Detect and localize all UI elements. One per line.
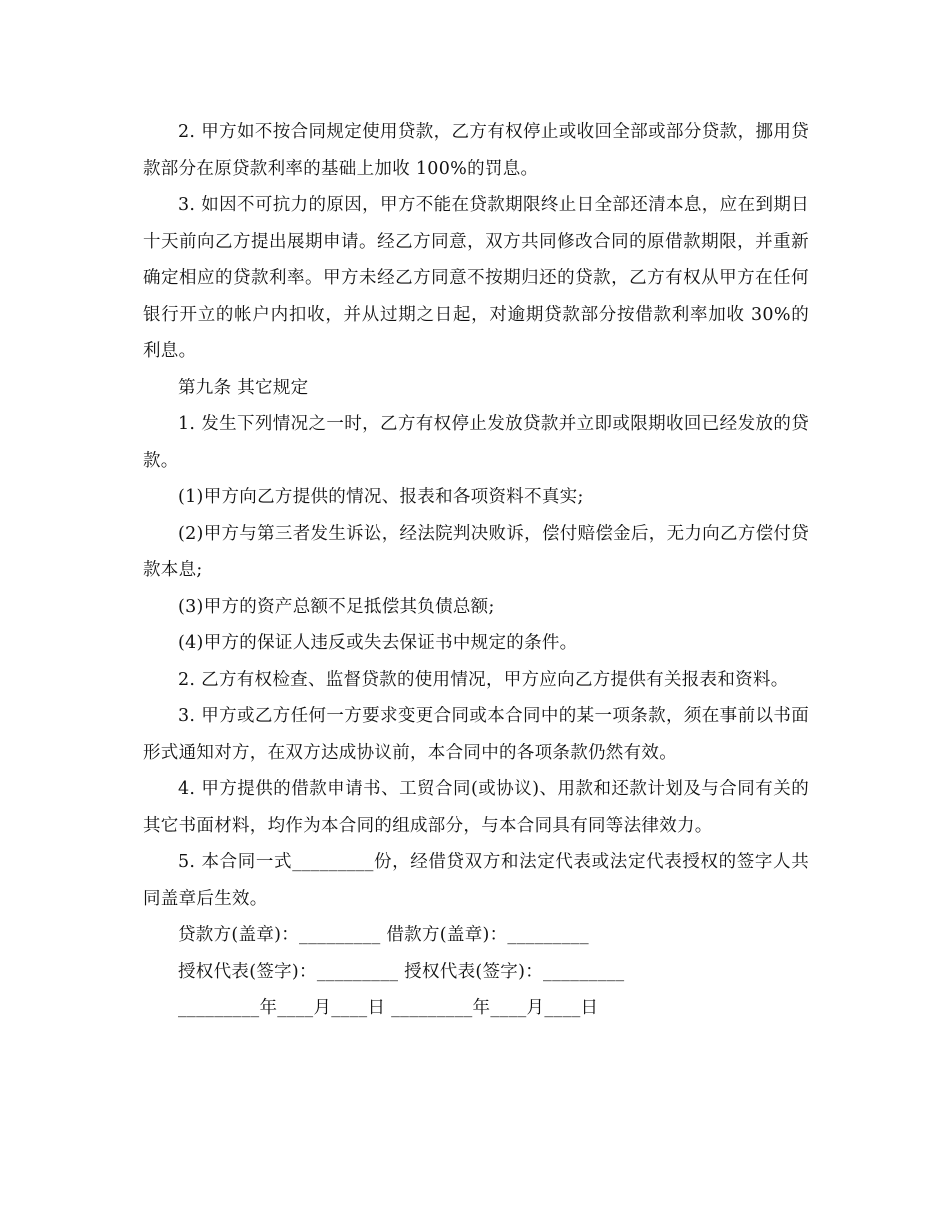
- clause-9-5: 5. 本合同一式_________份，经借贷双方和法定代表或法定代表授权的签字人共同盖章后生效。: [143, 852, 809, 909]
- clause-8-3: 3. 如因不可抗力的原因，甲方不能在贷款期限终止日全部还清本息，应在到期日十天前向乙方提出展期申请。经乙方同意，双方共同修改合同的原借款期限，并重新确定相应的贷款利率。甲方未经乙方同意不按期归还的贷款，乙方有权从甲方在任何银行开立的帐户内扣收，并从过期之日起，对逾期贷款部分按借款利率加收 30%的利息。: [143, 195, 809, 361]
- clause-9-1-item-3: (3)甲方的资产总额不足抵偿其负债总额;: [178, 596, 495, 617]
- clause-9-1-item-1: (1)甲方向乙方提供的情况、报表和各项资料不真实;: [178, 487, 584, 507]
- date-line: _________年____月____日 _________年____月____日: [178, 998, 599, 1018]
- clause-9-1: 1. 发生下列情况之一时，乙方有权停止发放贷款并立即或限期收回已经发放的贷款。: [143, 414, 809, 471]
- clause-9-1-item-2: (2)甲方与第三者发生诉讼，经法院判决败诉，偿付赔偿金后，无力向乙方偿付贷款本息;: [143, 523, 809, 580]
- clause-8-2: 2. 甲方如不按合同规定使用贷款，乙方有权停止或收回全部或部分贷款，挪用贷款部分在原贷款利率的基础上加收 100%的罚息。: [143, 122, 809, 179]
- clause-9-3: 3. 甲方或乙方任何一方要求变更合同或本合同中的某一项条款，须在事前以书面形式通知对方，在双方达成协议前，本合同中的各项条款仍然有效。: [143, 706, 809, 763]
- article-9-heading: 第九条 其它规定: [178, 377, 309, 398]
- clause-9-2: 2. 乙方有权检查、监督贷款的使用情况，甲方应向乙方提供有关报表和资料。: [178, 669, 789, 690]
- contract-body: [143, 114, 809, 1027]
- signature-line: 授权代表(签字)：_________ 授权代表(签字)：_________: [178, 961, 625, 982]
- clause-9-4: 4. 甲方提供的借款申请书、工贸合同(或协议)、用款和还款计划及与合同有关的其它书面材料，均作为本合同的组成部分，与本合同具有同等法律效力。: [143, 779, 809, 836]
- clause-9-1-item-4: (4)甲方的保证人违反或失去保证书中规定的条件。: [178, 633, 578, 653]
- seal-line: 贷款方(盖章)：_________ 借款方(盖章)：_________: [178, 925, 589, 945]
